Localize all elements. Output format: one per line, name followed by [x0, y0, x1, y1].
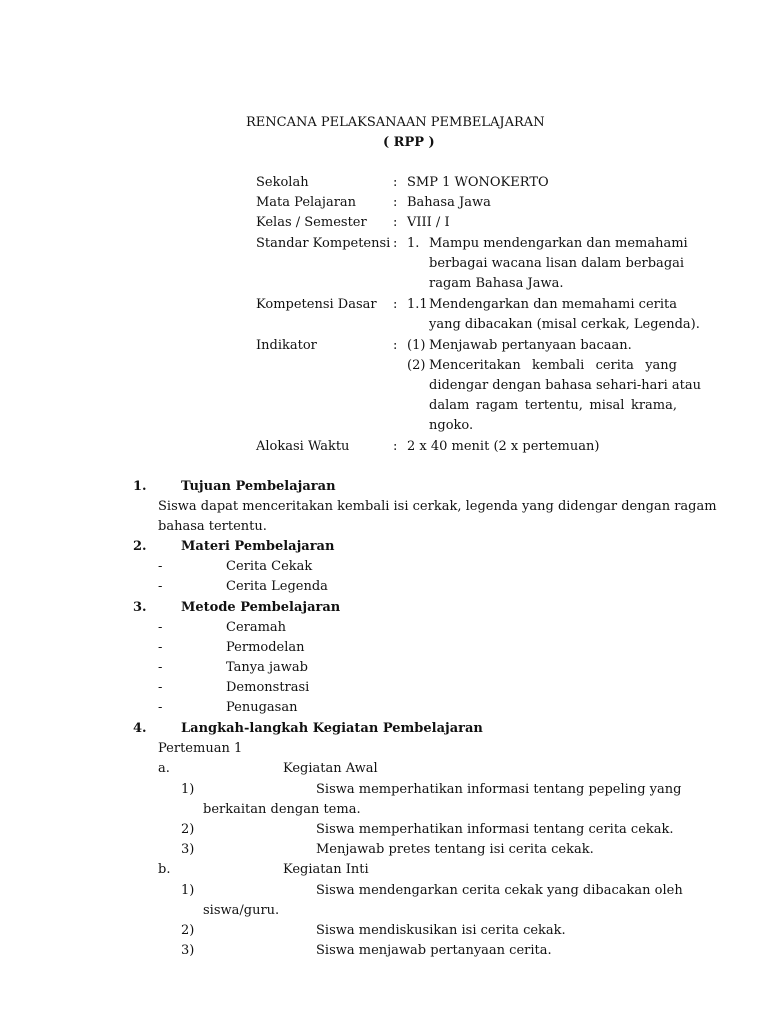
bullet: - — [158, 660, 163, 675]
sk-line: berbagai wacana lisan dalam berbagai — [429, 256, 685, 271]
step-line: Siswa mendengarkan cerita cekak yang dibacakan oleh — [316, 883, 683, 898]
mapel-value: Bahasa Jawa — [407, 195, 491, 210]
page-subtitle: ( RPP ) — [383, 135, 435, 150]
indikator-label: Indikator — [256, 338, 317, 353]
step-line: Siswa memperhatikan informasi tentang pepeling yang — [316, 782, 682, 797]
colon: : — [393, 195, 398, 210]
kd-line: yang dibacakan (misal cerkak, Legenda). — [429, 317, 700, 332]
step-number: 3) — [181, 943, 195, 958]
bullet: - — [158, 620, 163, 635]
colon: : — [393, 338, 398, 353]
kegiatan-letter: a. — [158, 761, 170, 776]
indikator-line: didengar dengan bahasa sehari-hari atau — [429, 378, 701, 393]
section-heading-langkah: Langkah-langkah Kegiatan Pembelajaran — [181, 721, 483, 736]
bullet: - — [158, 559, 163, 574]
kd-line: Mendengarkan dan memahami cerita — [429, 297, 677, 312]
indikator-line: Menjawab pertanyaan bacaan. — [429, 338, 632, 353]
indikator-line: Menceritakan kembali cerita yang — [429, 358, 677, 373]
kelas-value: VIII / I — [407, 215, 450, 230]
sk-label: Standar Kompetensi — [256, 236, 391, 251]
step-line: Siswa mendiskusikan isi cerita cekak. — [316, 923, 566, 938]
pertemuan-label: Pertemuan 1 — [158, 741, 243, 756]
kegiatan-letter: b. — [158, 862, 171, 877]
kegiatan-title: Kegiatan Awal — [283, 761, 378, 776]
materi-item: Cerita Cekak — [226, 559, 313, 574]
sk-line: ragam Bahasa Jawa. — [429, 276, 564, 291]
section-number: 4. — [133, 721, 147, 736]
tujuan-line: Siswa dapat menceritakan kembali isi cerkak, legenda yang didengar dengan ragam — [158, 499, 717, 514]
sk-num: 1. — [407, 236, 420, 251]
kd-num: 1.1 — [407, 297, 428, 312]
step-number: 3) — [181, 842, 195, 857]
step-line: Siswa menjawab pertanyaan cerita. — [316, 943, 552, 958]
step-number: 1) — [181, 883, 195, 898]
section-number: 1. — [133, 479, 147, 494]
mapel-label: Mata Pelajaran — [256, 195, 357, 210]
step-line: Menjawab pretes tentang isi cerita cekak. — [316, 842, 594, 857]
step-number: 1) — [181, 782, 195, 797]
step-line: berkaitan dengan tema. — [203, 802, 361, 817]
colon: : — [393, 236, 398, 251]
colon: : — [393, 297, 398, 312]
indikator-line: ngoko. — [429, 418, 474, 433]
indikator-line: dalam ragam tertentu, misal krama, — [429, 398, 677, 413]
sekolah-value: SMP 1 WONOKERTO — [407, 175, 549, 190]
kelas-label: Kelas / Semester — [256, 215, 367, 230]
colon: : — [393, 175, 398, 190]
step-number: 2) — [181, 923, 195, 938]
section-number: 2. — [133, 539, 147, 554]
colon: : — [393, 439, 398, 454]
metode-item: Penugasan — [226, 700, 298, 715]
kegiatan-title: Kegiatan Inti — [283, 862, 369, 877]
tujuan-line: bahasa tertentu. — [158, 519, 267, 534]
step-line: siswa/guru. — [203, 903, 280, 918]
bullet: - — [158, 680, 163, 695]
metode-item: Permodelan — [226, 640, 305, 655]
alokasi-value: 2 x 40 menit (2 x pertemuan) — [407, 439, 600, 454]
bullet: - — [158, 579, 163, 594]
metode-item: Ceramah — [226, 620, 287, 635]
step-line: Siswa memperhatikan informasi tentang cerita cekak. — [316, 822, 674, 837]
colon: : — [393, 215, 398, 230]
indikator-num: (1) — [407, 338, 426, 353]
page-title: RENCANA PELAKSANAAN PEMBELAJARAN — [246, 115, 545, 130]
bullet: - — [158, 700, 163, 715]
indikator-num: (2) — [407, 358, 426, 373]
alokasi-label: Alokasi Waktu — [256, 439, 350, 454]
section-heading-metode: Metode Pembelajaran — [181, 600, 341, 615]
step-number: 2) — [181, 822, 195, 837]
metode-item: Demonstrasi — [226, 680, 310, 695]
bullet: - — [158, 640, 163, 655]
materi-item: Cerita Legenda — [226, 579, 328, 594]
sk-line: Mampu mendengarkan dan memahami — [429, 236, 688, 251]
metode-item: Tanya jawab — [226, 660, 308, 675]
kd-label: Kompetensi Dasar — [256, 297, 377, 312]
section-heading-materi: Materi Pembelajaran — [181, 539, 335, 554]
sekolah-label: Sekolah — [256, 175, 309, 190]
section-heading-tujuan: Tujuan Pembelajaran — [181, 479, 336, 494]
section-number: 3. — [133, 600, 147, 615]
